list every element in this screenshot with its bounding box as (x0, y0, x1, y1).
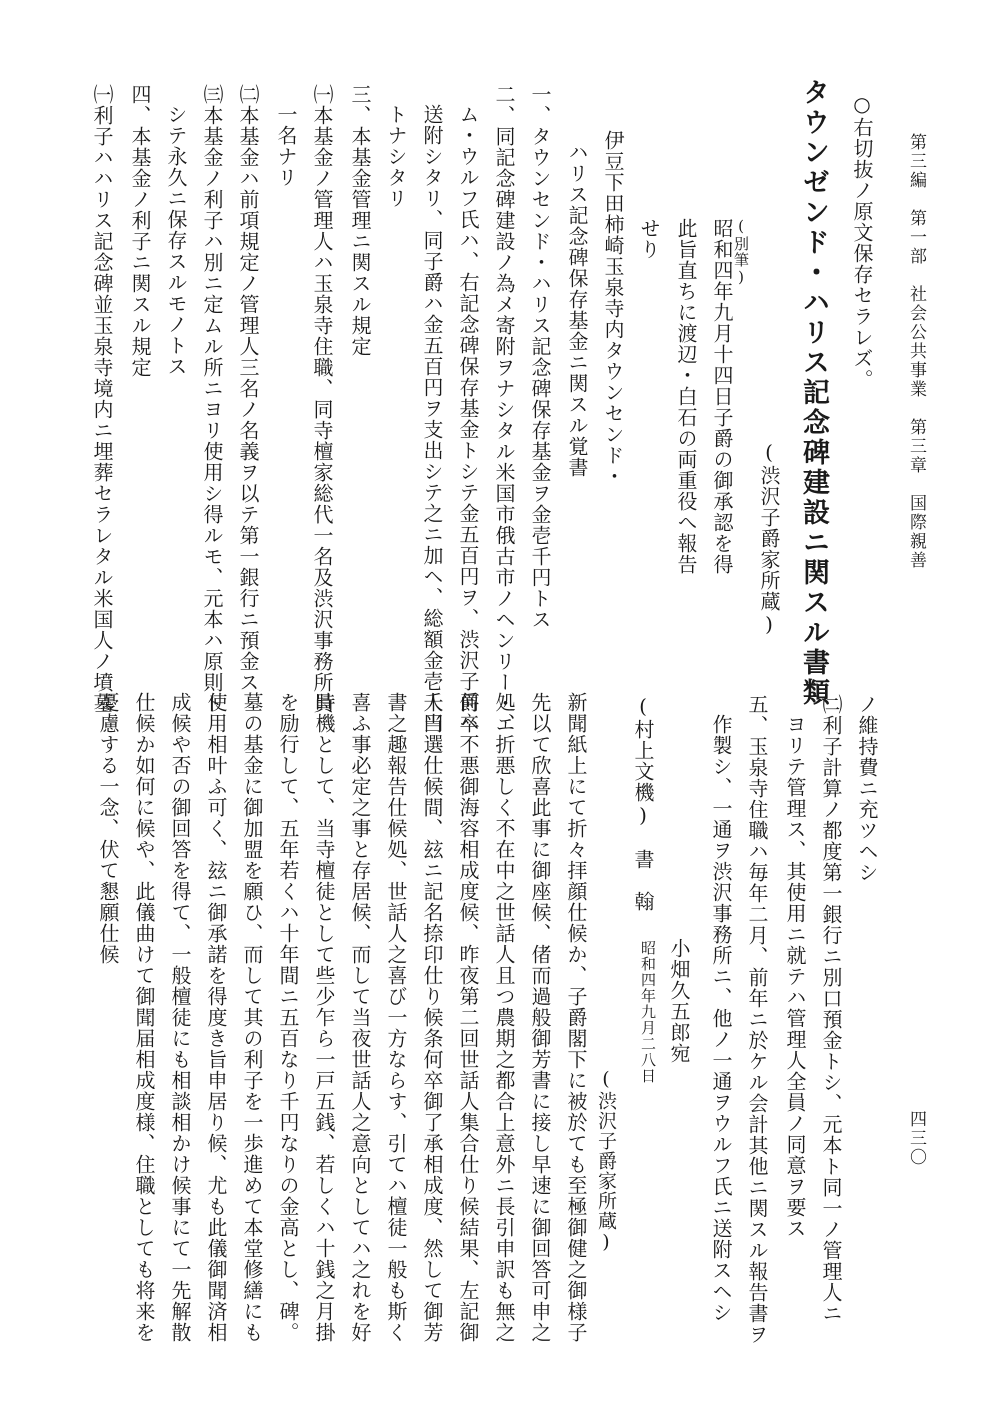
text-line: 一、タウンセンド・ハリス記念碑保存基金ヲ金壱千円トス (528, 84, 552, 630)
text-line: ㈡本基金ハ前項規定ノ管理人三名ノ名義ヲ以テ第一銀行ニ預金ス (236, 84, 260, 693)
letter-line: 先以て欣喜此事に御座候、偖而過般御芳書に接し早速に御回答可申之 (528, 692, 552, 1343)
note: ○右切抜ノ原文保存セラレズ。 (850, 92, 874, 390)
running-title: 第三編 第一部 社会公共事業 第三章 国際親善 (906, 133, 926, 570)
text-line: 一名ナリ (274, 104, 298, 188)
addressee: 伊豆下田柿崎玉泉寺内タウンセンド・ (601, 130, 625, 487)
letter-line: 処、折悪しく不在中之世話人且つ農期之都合上意外ニ長引申訳も無之 (492, 692, 516, 1343)
signature-date: 昭和四年九月二八日 (639, 940, 657, 1084)
letter-line: 何卒不悪御海容相成度候、昨夜第二回世話人集合仕り候結果、左記御 (456, 692, 480, 1343)
document-title: タウンゼンド・ハリス記念碑建設ニ関スル書類 (798, 78, 829, 708)
signature-name: 小畑久五郎宛 (667, 938, 691, 1064)
letter-line: 使用相叶ふ可く、玆ニ御承諾を得度き旨申居り候、尤も此儀御聞済相 (204, 692, 228, 1343)
text-line: ヨリテ管理ス、其使用ニ就テハ管理人全員ノ同意ヲ要ス (783, 714, 807, 1239)
page-number: 四三〇 (906, 1110, 926, 1167)
letter-line: 成候や否の御回答を得て、一般檀徒にも相談相かけ候事にて一先解散 (168, 692, 192, 1343)
text-line: ノ維持費ニ充ツヘシ (855, 694, 879, 883)
text-line: 三、本基金管理ニ関スル規定 (348, 84, 372, 357)
letter-line: 人当選仕候間、玆ニ記名捺印仕り候条何卒御了承相成度、然して御芳 (420, 692, 444, 1343)
letter-line: 墓の基金に御加盟を願ひ、而して其の利子を一歩進めて本堂修繕にも (240, 692, 264, 1343)
text-line: 二、同記念碑建設ノ為メ寄附ヲナシタル米国市俄古市ノヘンリー・エ (492, 84, 516, 735)
annotation-line: 昭和四年九月十四日子爵の御承認を得 (710, 218, 734, 575)
text-line: ㈠本基金ノ管理人ハ玉泉寺住職、同寺檀家総代一名及渋沢事務所員 (310, 84, 334, 714)
source-note: (渋沢子爵家所蔵) (595, 1068, 617, 1254)
text-line: 四、本基金ノ利子ニ関スル規定 (128, 84, 152, 378)
letter-line: 書之趣報告仕候処、世話人之喜び一方ならす、引てハ檀徒一般も斯く (384, 692, 408, 1343)
source-note: (渋沢子爵家所蔵) (757, 440, 781, 637)
text-line: シテ永久ニ保存スルモノトス (164, 104, 188, 377)
annotation-line: せり (637, 218, 661, 260)
text-line: 作製シ、一通ヲ渋沢事務所ニ、他ノ一通ヲウルフ氏ニ送附スヘシ (709, 714, 733, 1323)
text-line: トナシタリ (384, 104, 408, 209)
text-line: ㈠利子ハハリス記念碑並玉泉寺境内ニ埋葬セラレタル米国人ノ墳墓 (90, 84, 114, 714)
letter-line: 時機として、当寺檀徒として些少乍ら一戸五銭、若しくハ十銭之月掛 (312, 692, 336, 1343)
text-line: ㈡利子計算ノ都度第一銀行ニ別口預金トシ、元本ト同一ノ管理人ニ (819, 694, 843, 1324)
annotation-line: 此旨直ちに渡辺・白石の両重役へ報告 (674, 218, 698, 575)
letter-heading: (村上文機) 書 翰 (631, 694, 655, 912)
memorandum-title: ハリス記念碑保存基金ニ関スル覚書 (565, 142, 589, 478)
letter-line: 仕候か如何に候や、此儀曲けて御聞届相成度様、住職としても将来を (132, 692, 156, 1343)
letter-line: 憂慮する一念、伏て懇願仕候 (96, 692, 120, 965)
text-line: 五、玉泉寺住職ハ毎年二月、前年ニ於ケル会計其他ニ関スル報告書ヲ (745, 694, 769, 1345)
text-line: 送附シタリ、同子爵ハ金五百円ヲ支出シテ之ニ加ヘ、総額金壱千円 (420, 104, 444, 734)
annotation-label: (別筆) (732, 217, 750, 287)
letter-line: を励行して、五年若くハ十年間ニ五百なり千円なりの金高とし、碑。 (276, 692, 300, 1343)
letter-line: 喜ふ事必定之事と存居候、而して当夜世話人之意向としてハ之れを好 (348, 692, 372, 1343)
letter-line: 新聞紙上にて折々拝顔仕候か、子爵閣下に被於ても至極御健之御様子 (564, 692, 588, 1343)
text-line: ㈢本基金ノ利子ハ別ニ定ムル所ニヨリ使用シ得ルモ、元本ハ原則ト (200, 84, 224, 714)
text-line: ム・ウルフ氏ハ、右記念碑保存基金トシテ金五百円ヲ、渋沢子爵ヘ (456, 104, 480, 734)
